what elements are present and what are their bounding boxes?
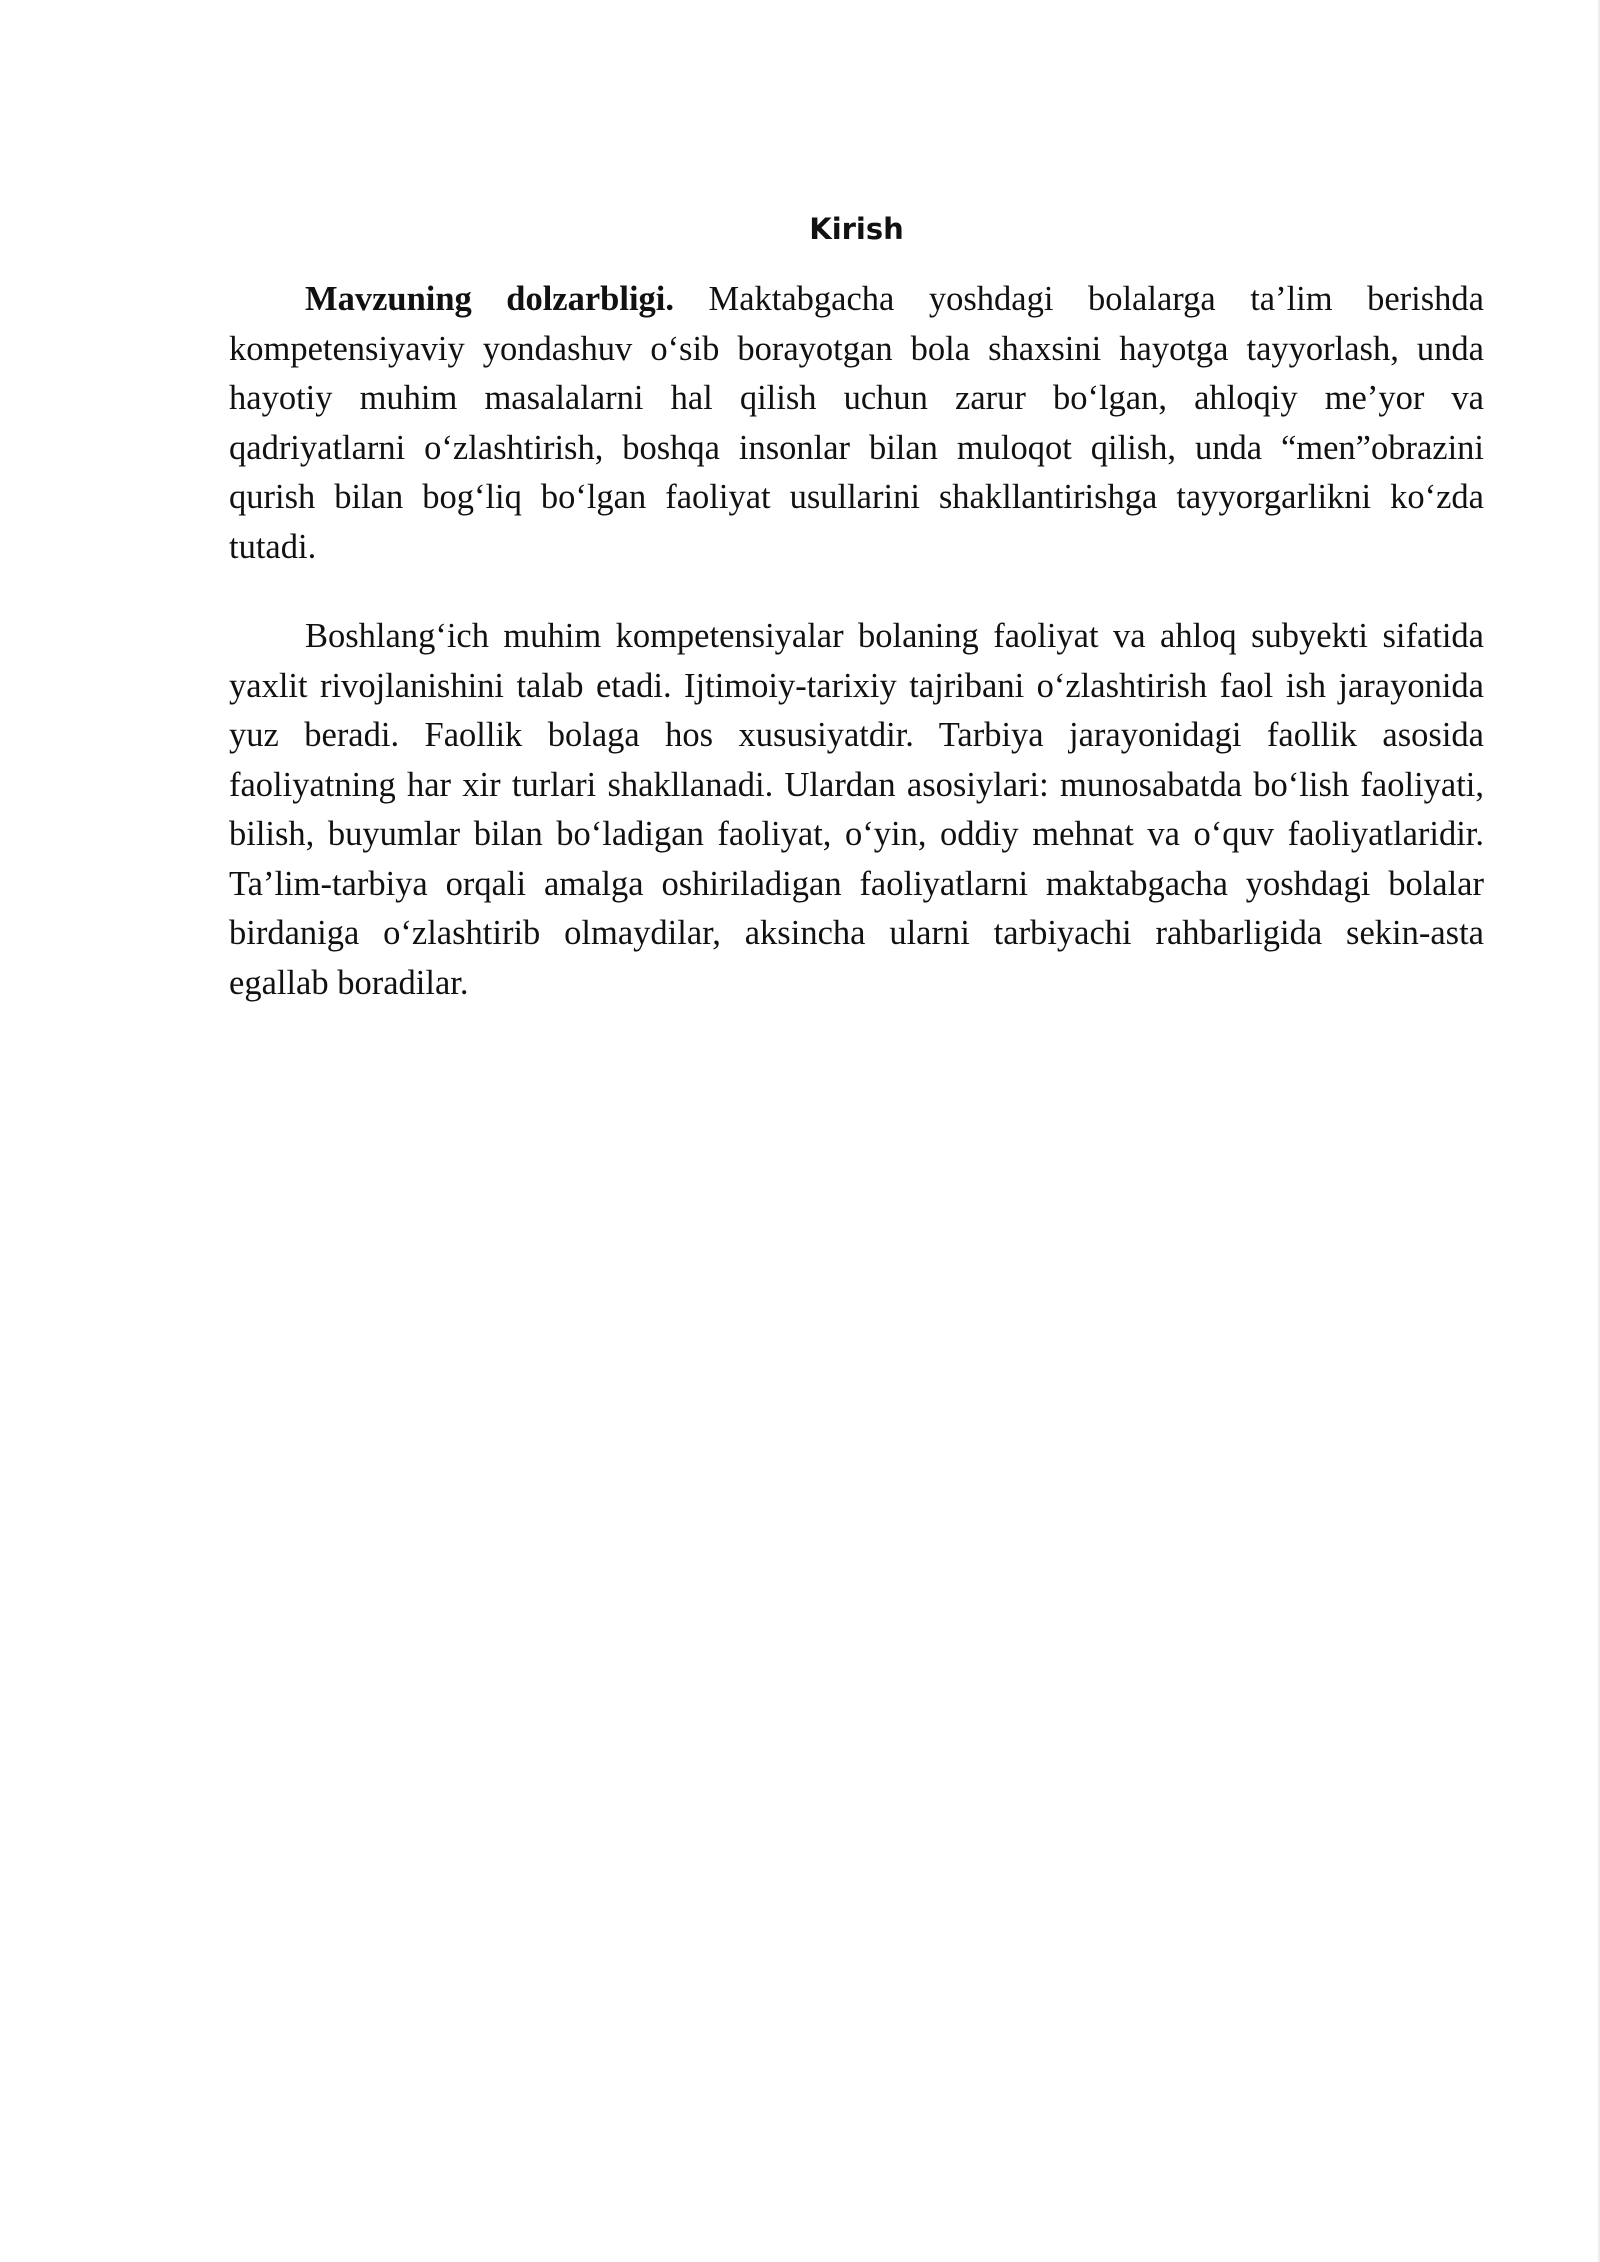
paragraph-text: Boshlang‘ich muhim kompetensiyalar bolaning faoliyat va ahloq subyekti sifatida yaxlit rivojlanishini talab etadi. Ijtimoiy-tarixiy tajribani o‘zlashtirish faol ish jarayonida yuz beradi. Faollik bolaga hos xususiyatdir. Tarbiya jarayonidagi faollik asosida faoliyatning har xir turlari shakllanadi. Ulardan asosiylari: munosabatda bo‘lish faoliyati, bilish, buyumlar bilan bo‘ladigan faoliyat, o‘yin, oddiy mehnat va o‘quv faoliyatlaridir. Ta’lim-tarbiya orqali amalga oshiriladigan faoliyatlarni maktabgacha yoshdagi bolalar birdaniga o‘zlashtirib olmaydilar, aksincha ularni tarbiyachi rahbarligida sekin-asta egallab boradilar. xyxy=(229,617,1484,1002)
paragraph-relevance xyxy=(229,275,1484,572)
paragraph-lead-heading: Mavzuning dolzarbligi. xyxy=(305,280,675,318)
paragraph-competencies xyxy=(229,612,1484,1008)
paragraph-text: Maktabgacha yoshdagi bolalarga ta’lim berishda kompetensiyaviy yondashuv o‘sib borayotgan bola shaxsini hayotga tayyorlash, unda hayotiy muhim masalalarni hal qilish uchun zarur bo‘lgan, ahloqiy me’yor va qadriyatlarni o‘zlashtirish, boshqa insonlar bilan muloqot qilish, unda “men”obrazini qurish bilan bog‘liq bo‘lgan faoliyat usullarini shakllantirishga tayyorgarlikni ko‘zda tutadi. xyxy=(229,280,1484,566)
page-title: Kirish xyxy=(809,212,904,246)
document-body xyxy=(229,205,1484,1048)
